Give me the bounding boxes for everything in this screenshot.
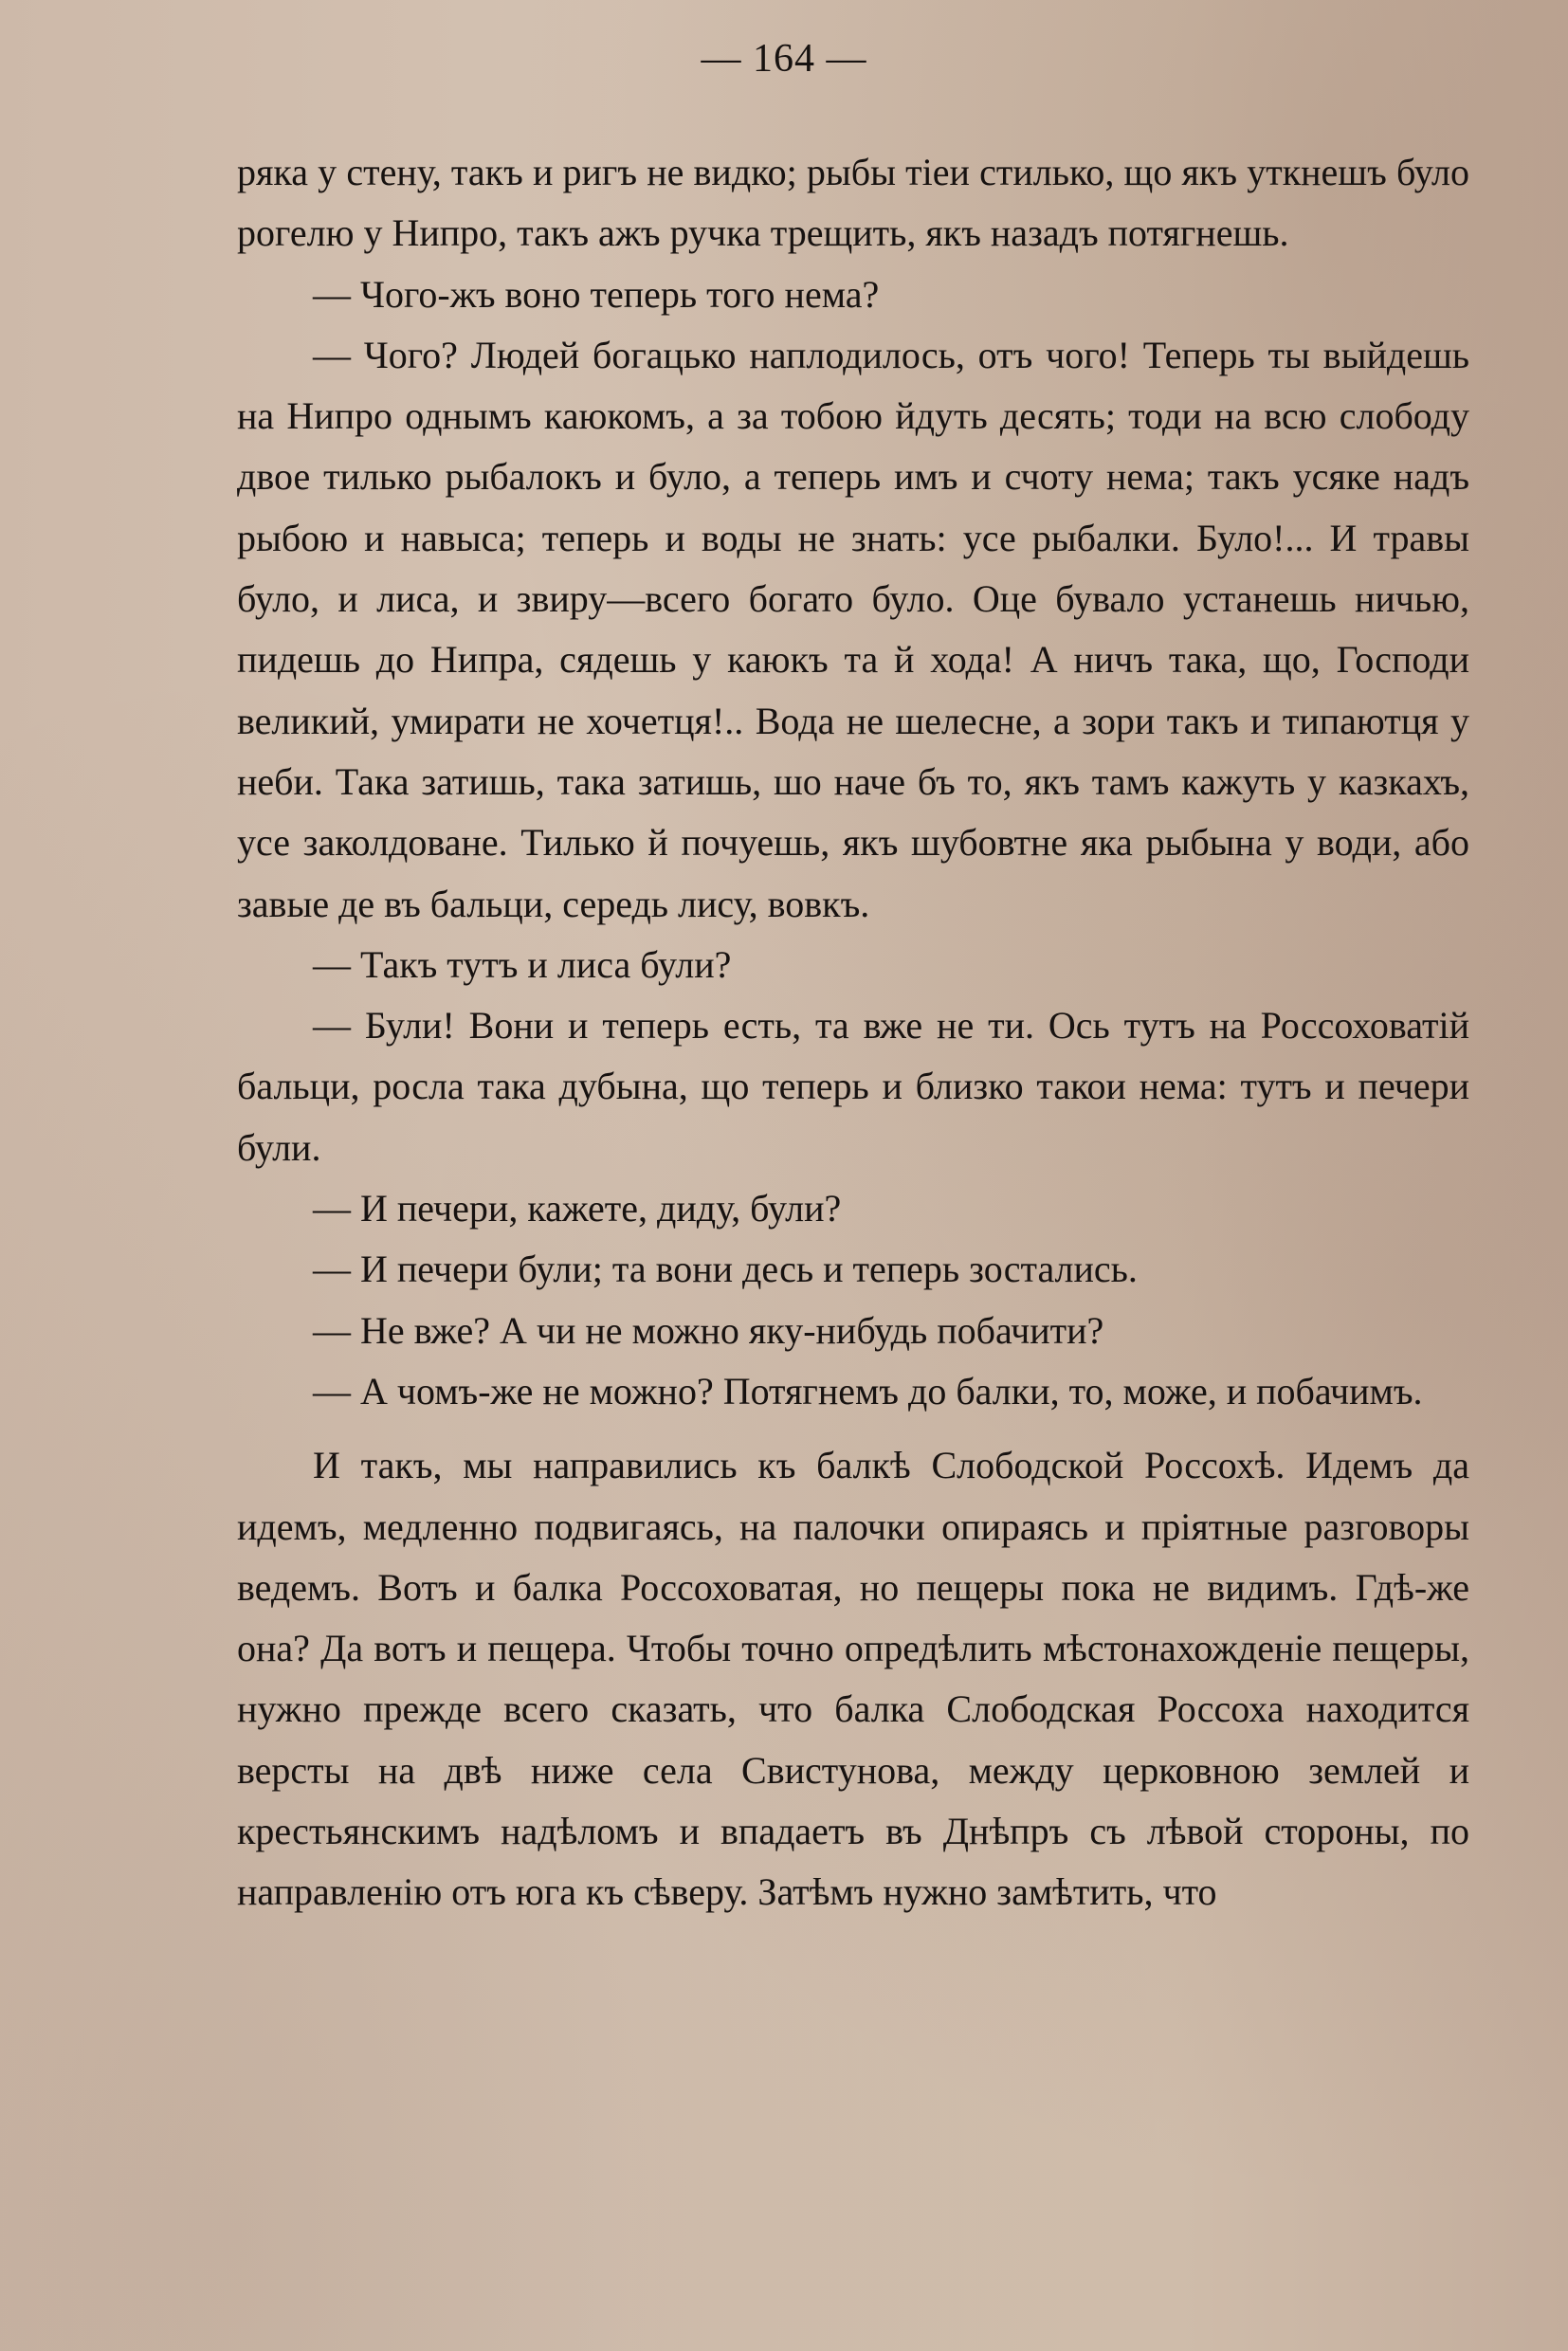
dialogue-line: — А чомъ-же не можно? Потягнемъ до балки, то, може, и побачимъ. (313, 1369, 1423, 1412)
page-text (237, 142, 1469, 1923)
dialogue-line: — Такъ тутъ и лиса були? (313, 942, 732, 986)
paragraph: И такъ, мы направились къ балкѣ Слободской Россохѣ. Идемъ да идемъ, медленно подвигаясь, на палочки опираясь и пріятные разговоры ведемъ. Вотъ и балка Россоховатая, но пещеры пока не видимъ. Гдѣ-же она? Да вотъ и пещера. Чтобы точно опредѣлить мѣстонахожденіе пещеры, нужно прежде всего сказать, что балка Слободская Россоха находится версты на двѣ ниже села Свистунова, между церковною землей и крестьянскимъ надѣломъ и впадаетъ въ Днѣпръ съ лѣвой стороны, по направленію отъ юга къ сѣверу. Затѣмъ нужно замѣтить, что (237, 1444, 1469, 1914)
dialogue-line: — Чого? Людей богацько наплодилось, отъ чого! Теперь ты выйдешь на Нипро однымъ каюкомъ, а за тобою йдуть десять; тоди на всю слободу двое тилько рыбалокъ и було, а теперь имъ и счоту нема; такъ усяке надъ рыбою и навыса; теперь и воды не знать: усе рыбалки. Було!... И травы було, и лиса, и звиру—всего богато було. Оце бувало устанешь ничью, пидешь до Нипра, сядешь у каюкъ та й хода! А ничъ така, що, Господи великий, умирати не хочетця!.. Вода не шелесне, а зори такъ и типаютця у неби. Така затишь, така затишь, шо наче бъ то, якъ тамъ кажуть у казкахъ, усе заколдоване. Тилько й почуешь, якъ шубовтне яка рыбына у води, або завые де въ бальци, середь лису, вовкъ. (237, 333, 1469, 925)
dialogue-line: — Були! Вони и теперь есть, та вже не ти. Ось тутъ на Россоховатій бальци, росла така дубына, що теперь и близко такои нема: тутъ и печери були. (237, 1004, 1469, 1169)
dialogue-line: — Не вже? А чи не можно яку-нибудь побачити? (313, 1308, 1104, 1352)
dialogue-line: — И печери, кажете, диду, були? (313, 1187, 842, 1230)
paragraph-continuation: ряка у стену, такъ и ригъ не видко; рыбы тіеи стилько, що якъ уткнешъ було рогелю у Нипро, такъ ажъ ручка трещить, якъ назадъ потягнешь. (237, 151, 1469, 255)
page-number: — 164 — (701, 37, 867, 81)
dialogue-line: — И печери були; та вони десь и теперь зостались. (313, 1248, 1138, 1291)
dialogue-line: — Чого-жъ воно теперь того нема? (313, 272, 880, 316)
